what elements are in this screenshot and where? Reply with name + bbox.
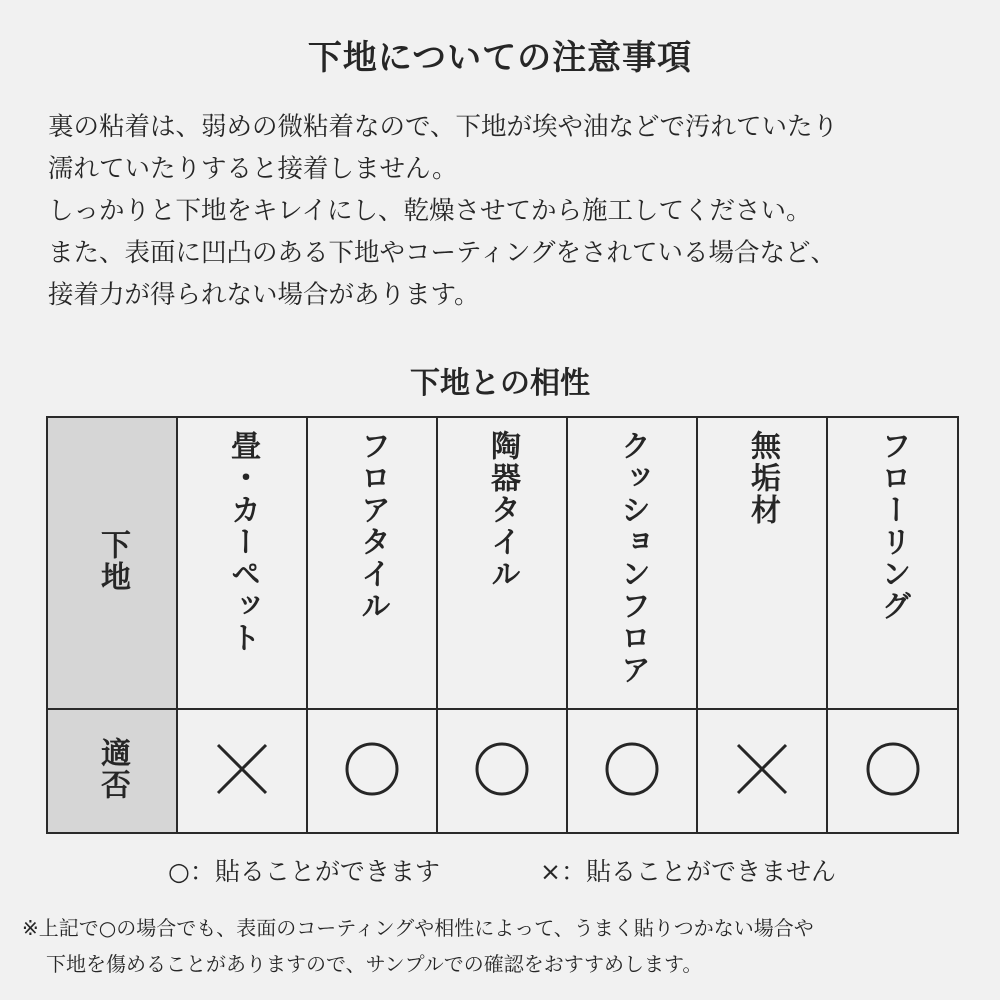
surface-header-label: 下地 (95, 529, 130, 593)
circle-mark-icon (342, 739, 402, 799)
page-title: 下地についての注意事項 (307, 38, 693, 78)
notice-paragraph (48, 106, 968, 316)
footnote-line: 下地を傷めることがありますので、サンプルでの確認をおすすめします。 (46, 952, 703, 976)
notice-line: 濡れていたりすると接着しません。 (48, 154, 458, 184)
surface-label: 無垢材 (745, 430, 780, 526)
suitability-cell (567, 709, 697, 833)
footnote-line: ※上記で○の場合でも、表面のコーティングや相性によって、うまく貼りつかない場合や (22, 916, 814, 940)
suitability-cell (827, 709, 958, 833)
circle-mark-icon (602, 739, 662, 799)
surface-cell (827, 417, 958, 709)
compatibility-table (46, 416, 959, 834)
surface-cell (697, 417, 827, 709)
notice-line: 接着力が得られない場合があります。 (48, 280, 480, 310)
legend-ok: ○：貼ることができます (168, 857, 440, 886)
circle-mark-icon (863, 739, 923, 799)
cross-mark-icon (732, 739, 792, 799)
surface-cell (437, 417, 567, 709)
notice-line: 裏の粘着は、弱めの微粘着なので、下地が埃や油などで汚れていたり (48, 112, 838, 142)
surface-label: 畳・カーペット (225, 430, 260, 654)
surface-label: フローリング (875, 430, 911, 622)
suitability-header-label: 適否 (95, 737, 130, 801)
footnote (22, 910, 982, 982)
table-row-surface (47, 417, 958, 709)
surface-cell (307, 417, 437, 709)
surface-label: 陶器タイル (485, 430, 520, 590)
surface-label: クッションフロア (615, 430, 650, 686)
surface-cell (177, 417, 307, 709)
compatibility-title: 下地との相性 (410, 366, 590, 401)
surface-label: フロアタイル (355, 430, 390, 622)
suitability-cell (177, 709, 307, 833)
circle-mark-icon (472, 739, 532, 799)
suitability-cell (697, 709, 827, 833)
table-row-suitability (47, 709, 958, 833)
surface-header-cell (47, 417, 177, 709)
notice-line: しっかりと下地をキレイにし、乾燥させてから施工してください。 (48, 196, 812, 226)
suitability-header-cell (47, 709, 177, 833)
suitability-cell (307, 709, 437, 833)
legend-ng: ×：貼ることができません (540, 857, 836, 886)
cross-mark-icon (212, 739, 272, 799)
surface-cell (567, 417, 697, 709)
notice-line: また、表面に凹凸のある下地やコーティングをされている場合など、 (48, 238, 836, 268)
suitability-cell (437, 709, 567, 833)
